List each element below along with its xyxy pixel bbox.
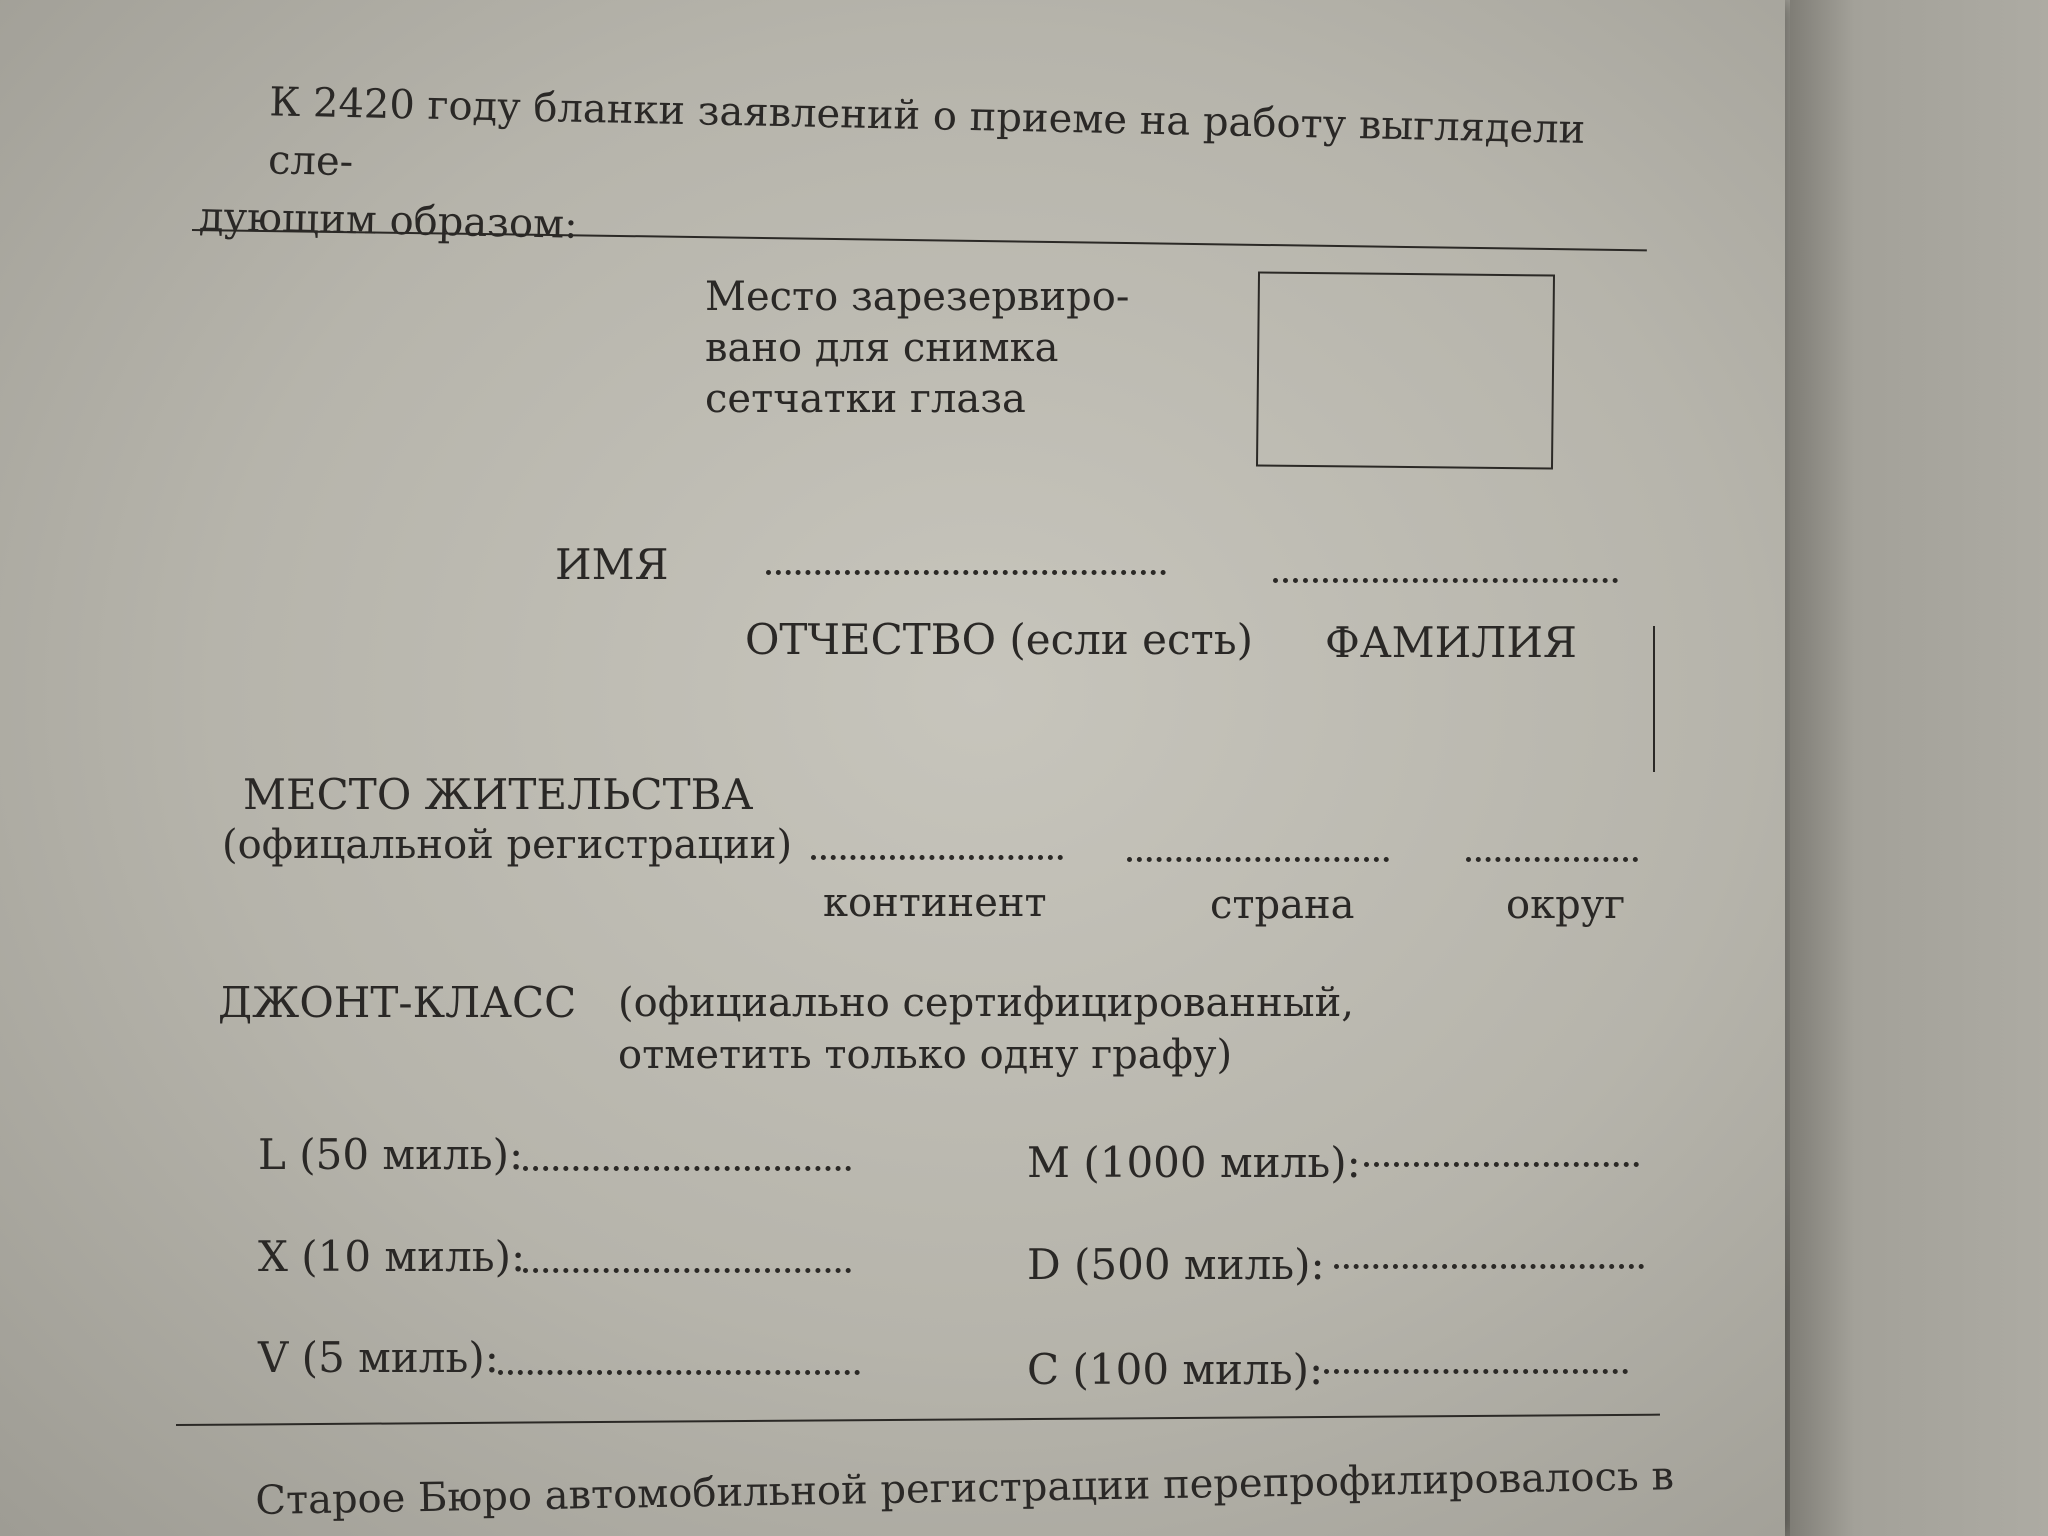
class-option-c-label: C (100 миль): bbox=[1027, 1345, 1324, 1394]
class-option-m-label: M (1000 миль): bbox=[1027, 1138, 1361, 1187]
outro-paragraph: Старое Бюро автомобильной регистрации перепрофилировалось в bbox=[255, 1453, 1675, 1524]
jaunt-class-label: ДЖОНТ-КЛАСС bbox=[218, 978, 577, 1027]
class-option-v-label: V (5 миль): bbox=[258, 1333, 499, 1382]
margin-vertical-line bbox=[1653, 626, 1655, 772]
class-option-d-field[interactable] bbox=[1334, 1264, 1644, 1269]
district-dotted-field[interactable] bbox=[1466, 857, 1638, 862]
first-name-label: ИМЯ bbox=[555, 540, 669, 589]
second-name-dotted-field[interactable] bbox=[1273, 578, 1618, 583]
country-dotted-field[interactable] bbox=[1127, 857, 1389, 862]
form-bottom-rule bbox=[176, 1414, 1660, 1426]
residence-label: МЕСТО ЖИТЕЛЬСТВА bbox=[243, 770, 754, 819]
class-option-x-field[interactable] bbox=[523, 1268, 851, 1273]
class-option-l-label: L (50 миль): bbox=[258, 1130, 524, 1179]
class-option-x-label: X (10 миль): bbox=[258, 1232, 526, 1281]
continent-label: континент bbox=[823, 880, 1047, 926]
middle-name-label: ОТЧЕСТВО (если есть) bbox=[745, 615, 1254, 664]
retina-photo-caption: Место зарезервиро-вано для снимка сетчатки глаза bbox=[705, 274, 1130, 422]
first-name-dotted-field[interactable] bbox=[766, 570, 1166, 575]
residence-sublabel: (офицальной регистрации) bbox=[222, 822, 793, 868]
retina-photo-box bbox=[1256, 271, 1555, 469]
class-option-m-field[interactable] bbox=[1364, 1162, 1639, 1167]
jaunt-class-note-line-1: (официально сертифицированный, bbox=[618, 980, 1354, 1026]
class-option-l-field[interactable] bbox=[523, 1166, 851, 1171]
intro-line-1: К 2420 году бланки заявлений о приеме на работу выглядели сле- bbox=[267, 79, 1586, 186]
class-option-d-label: D (500 миль): bbox=[1027, 1240, 1325, 1289]
country-label: страна bbox=[1210, 882, 1355, 928]
intro-line-2: дующим образом: bbox=[198, 193, 579, 248]
adjacent-page-edge bbox=[1790, 0, 2048, 1536]
last-name-label: ФАМИЛИЯ bbox=[1325, 618, 1577, 667]
class-option-v-field[interactable] bbox=[498, 1370, 860, 1375]
continent-dotted-field[interactable] bbox=[811, 855, 1063, 860]
jaunt-class-note-line-2: отметить только одну графу) bbox=[618, 1032, 1233, 1078]
district-label: округ bbox=[1506, 882, 1626, 928]
class-option-c-field[interactable] bbox=[1324, 1369, 1628, 1374]
